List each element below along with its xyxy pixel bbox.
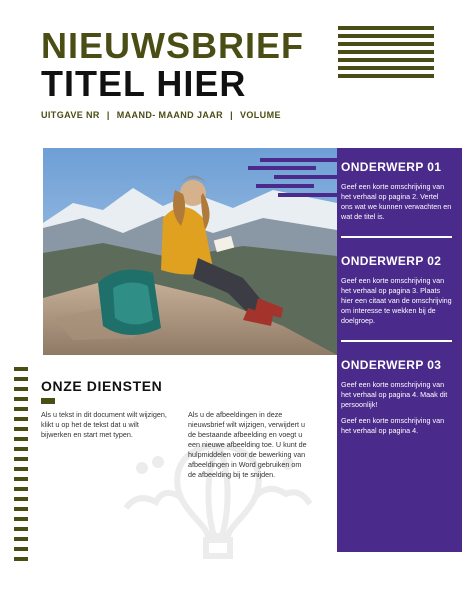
- decorative-band: [248, 158, 338, 206]
- decorative-stripes-left: [14, 367, 28, 567]
- services-column-2: Als u de afbeeldingen in deze nieuwsbrief wilt wijzigen, verwijdert u de bestaande afbeelding en voegt u een nieuwe afbeelding toe. U kunt de hulpmiddelen voor de bewerking van afbeeldingen in Word gebruiken om de afbeelding bij te snijden.: [188, 410, 307, 479]
- services-title-marker: [41, 398, 55, 404]
- topic-section: [341, 254, 452, 326]
- decorative-stripes-top: [338, 26, 434, 82]
- services-column-1: Als u tekst in dit document wilt wijzigen, klikt u op het de tekst dat u wilt bijwerken en start met typen.: [41, 410, 167, 439]
- topic-text: Geef een korte omschrijving van het verhaal op pagina 2. Vertel ons wat we kunnen verwachten en wat de titel is.: [341, 182, 452, 221]
- newsletter-title-line1: NIEUWSBRIEF: [41, 25, 304, 66]
- topic-section: [341, 358, 452, 436]
- newsletter-title-line2: TITEL HIER: [41, 63, 247, 104]
- topic-section: [341, 160, 452, 222]
- topic-title: ONDERWERP 01: [341, 160, 442, 174]
- issue-date: MAAND- MAAND JAAR: [116, 110, 224, 120]
- topic-text: Geef een korte omschrijving van het verhaal op pagina 4.: [341, 416, 445, 435]
- topic-text: Geef een korte omschrijving van het verhaal op pagina 3. Plaats hier een citaat van de omschrijving om interesse te wekken bij de doelgroep.: [341, 276, 452, 325]
- topics-sidebar: [337, 148, 462, 552]
- topic-text: Geef een korte omschrijving van het verhaal op pagina 4. Maak dit persoonlijk!: [341, 380, 448, 409]
- issue-volume: VOLUME: [239, 110, 281, 120]
- topic-title: ONDERWERP 03: [341, 358, 442, 372]
- issue-number: UITGAVE NR: [41, 110, 100, 120]
- topic-divider: [341, 236, 452, 238]
- topic-title: ONDERWERP 02: [341, 254, 442, 268]
- topic-divider: [341, 340, 452, 342]
- services-title: ONZE DIENSTEN: [41, 378, 163, 394]
- issue-info: UITGAVE NR | MAAND- MAAND JAAR | VOLUME: [41, 110, 281, 120]
